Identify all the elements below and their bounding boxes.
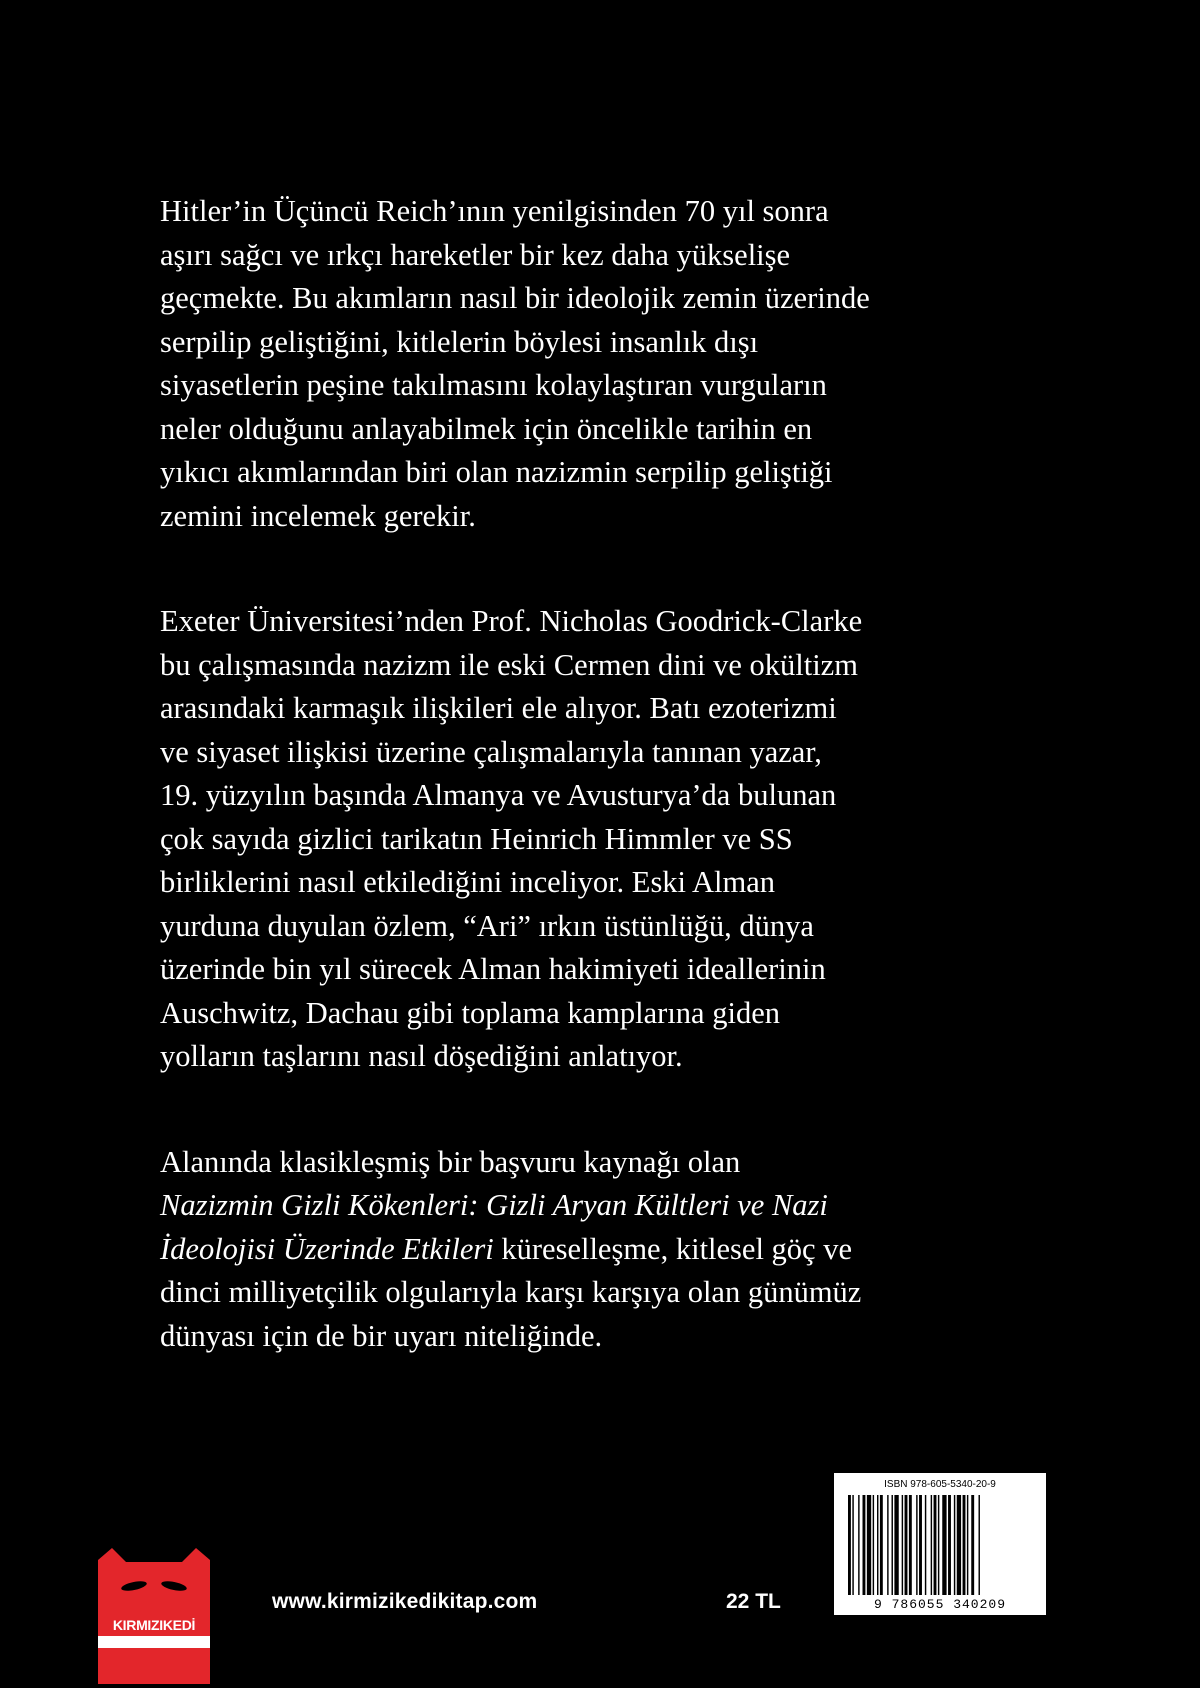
text-line: Hitler’in Üçüncü Reich’ının yenilgisinden 70 yıl sonra — [160, 194, 829, 228]
price-label: 22 TL — [726, 1590, 781, 1613]
text-line: Auschwitz, Dachau gibi toplama kamplarına giden — [160, 995, 780, 1030]
barcode-bar — [909, 1495, 912, 1595]
barcode-bar — [954, 1495, 955, 1595]
text-line: Exeter Üniversitesi’nden Prof. Nicholas Goodrick-Clarke — [160, 604, 863, 638]
barcode-bar — [892, 1495, 893, 1595]
text-line: arasındaki karmaşık ilişkileri ele alıyor. Batı ezoterizmi — [160, 691, 837, 725]
text-line — [160, 1184, 1020, 1228]
barcode-bar — [867, 1495, 871, 1595]
book-title-italic: Nazizmin Gizli Kökenleri: Gizli Aryan Kültleri ve Nazi — [160, 1188, 828, 1222]
text-line: zemini incelemek gerekir. — [160, 498, 476, 533]
publisher-logo-text: KIRMIZIKEDİ — [112, 1617, 196, 1633]
text-fragment: küreselleşme, kitlesel göç ve — [493, 1231, 853, 1266]
text-line: birliklerini nasıl etkilediğini inceliyor. Eski Alman — [160, 865, 775, 899]
text-line: yolların taşlarını nasıl döşediğini anlatıyor. — [160, 1039, 683, 1073]
barcode-bar — [887, 1495, 888, 1595]
barcode-bar — [963, 1495, 966, 1595]
text-line: çok sayıda gizlici tarikatın Heinrich Himmler ve SS — [160, 821, 793, 856]
text-line: siyasetlerin peşine takılmasını kolaylaştıran vurguların — [160, 368, 827, 402]
barcode-bar — [916, 1495, 917, 1595]
barcode-bar — [942, 1495, 946, 1595]
barcode-bar — [902, 1495, 903, 1595]
text-line — [160, 1228, 1020, 1272]
barcode-bar — [905, 1495, 908, 1595]
barcode-bar — [852, 1495, 853, 1595]
barcode-bar — [967, 1495, 968, 1595]
barcode-bar — [971, 1495, 974, 1595]
red-cat-logo-icon — [98, 1548, 210, 1684]
barcode-bar — [979, 1495, 980, 1595]
text-line: neler olduğunu anlayabilmek için öncelikle tarihin en — [160, 411, 813, 446]
text-line: yurduna duyulan özlem, “Ari” ırkın üstünlüğü, dünya — [160, 908, 814, 943]
barcode-bar — [858, 1495, 859, 1595]
barcode-bar — [877, 1495, 878, 1595]
back-cover-blurb — [160, 190, 1020, 1420]
barcode-bar — [931, 1495, 932, 1595]
barcode-bar — [938, 1495, 939, 1595]
barcode-bar — [957, 1495, 961, 1595]
text-line: Alanında klasikleşmiş bir başvuru kaynağı olan — [160, 1144, 741, 1179]
barcode-bar — [873, 1495, 874, 1595]
barcode-bar — [894, 1495, 898, 1595]
barcode-bar — [880, 1495, 883, 1595]
text-line: bu çalışmasında nazizm ile eski Cermen dini ve okültizm — [160, 647, 858, 682]
text-line: üzerinde bin yıl sürecek Alman hakimiyeti ideallerinin — [160, 952, 826, 986]
text-line: geçmekte. Bu akımların nasıl bir ideolojik zemin üzerinde — [160, 281, 870, 315]
barcode-bar — [919, 1495, 922, 1595]
blurb-paragraph-2 — [160, 600, 1020, 1079]
barcode-bar — [848, 1495, 851, 1595]
barcode-bars-icon — [834, 1473, 1046, 1615]
text-line: ve siyaset ilişkisi üzerine çalışmalarıyla tanınan yazar, — [160, 734, 822, 769]
book-title-italic: İdeolojisi Üzerinde Etkileri — [160, 1231, 494, 1266]
barcode-bar — [948, 1495, 951, 1595]
barcode-digits: 9 786055 340209 — [873, 1597, 1007, 1612]
text-line: aşırı sağcı ve ırkçı hareketler bir kez daha yükselişe — [160, 237, 791, 272]
barcode-bar — [934, 1495, 937, 1595]
blurb-paragraph-3 — [160, 1141, 1020, 1359]
text-line: dinci milliyetçilik olgularıyla karşı karşıya olan günümüz — [160, 1275, 862, 1309]
barcode-bar — [925, 1495, 926, 1595]
text-line: serpilip geliştiğini, kitlelerin böylesi insanlık dışı — [160, 324, 759, 359]
text-line: 19. yüzyılın başında Almanya ve Avusturya’da bulunan — [160, 778, 837, 812]
text-line: dünyası için de bir uyarı niteliğinde. — [160, 1318, 603, 1353]
text-line: yıkıcı akımlarından biri olan nazizmin serpilip geliştiği — [160, 455, 833, 489]
barcode-bar — [863, 1495, 866, 1595]
blurb-paragraph-1 — [160, 190, 1020, 538]
isbn-number: ISBN 978-605-5340-20-9 — [884, 1479, 996, 1490]
isbn-barcode — [834, 1473, 1046, 1615]
publisher-logo — [98, 1548, 210, 1684]
publisher-url: www.kirmizikedikitap.com — [272, 1590, 538, 1613]
